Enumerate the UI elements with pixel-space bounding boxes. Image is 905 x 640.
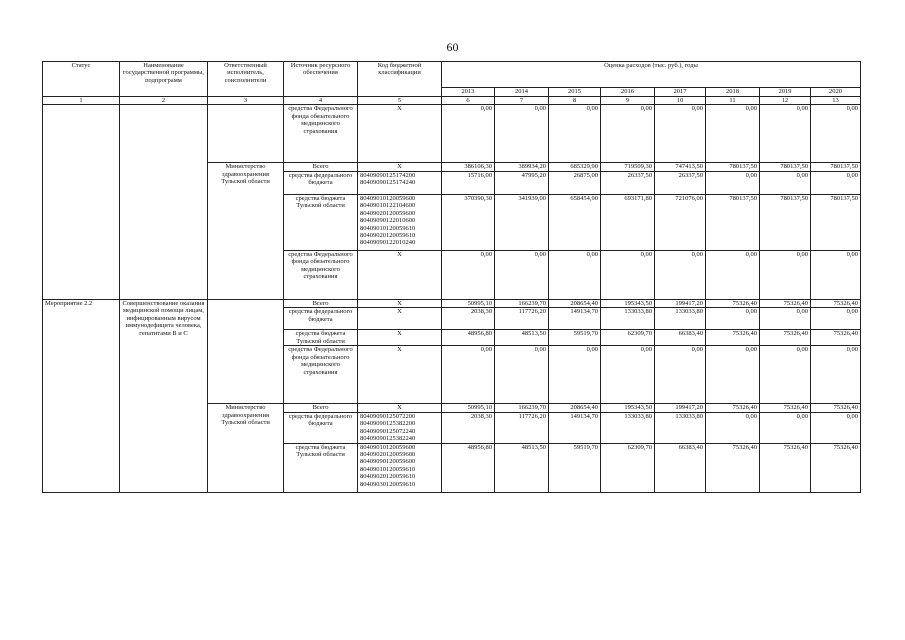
table-row <box>43 299 861 308</box>
header-executor: Ответственный исполнитель, соисполнители <box>208 62 284 97</box>
code-cell: X <box>358 299 442 308</box>
header-status: Статус <box>43 62 120 97</box>
year-header: 2015 <box>549 88 601 97</box>
program-cell <box>120 105 208 300</box>
value-cell: 0,00 <box>495 105 549 163</box>
value-cell: 780137,50 <box>760 194 811 250</box>
column-number: 10 <box>655 97 706 105</box>
value-cell: 199417,20 <box>655 404 706 413</box>
value-cell: 2038,30 <box>442 412 495 443</box>
value-cell: 208654,40 <box>549 299 601 308</box>
value-cell: 0,00 <box>811 105 861 163</box>
value-cell: 50995,10 <box>442 404 495 413</box>
value-cell: 341939,00 <box>495 194 549 250</box>
header-code: Код бюджетной классификации <box>358 62 442 97</box>
status-cell <box>43 105 120 300</box>
budget-code: 80409090125174240 <box>360 179 416 187</box>
value-cell: 0,00 <box>601 346 655 404</box>
value-cell: 2038,30 <box>442 308 495 330</box>
value-cell: 0,00 <box>811 250 861 299</box>
budget-code: 80409020120059600 <box>360 209 416 217</box>
value-cell: 0,00 <box>760 250 811 299</box>
value-cell: 0,00 <box>442 250 495 299</box>
budget-code: 80409090125072240 <box>360 427 416 435</box>
value-cell: 75326,40 <box>706 299 760 308</box>
value-cell: 0,00 <box>706 412 760 443</box>
year-header: 2019 <box>760 88 811 97</box>
value-cell: 59519,70 <box>549 330 601 346</box>
value-cell: 370390,30 <box>442 194 495 250</box>
budget-code: 80409010120059610 <box>360 465 416 473</box>
value-cell: 0,00 <box>601 250 655 299</box>
value-cell: 208654,40 <box>549 404 601 413</box>
year-header: 2017 <box>655 88 706 97</box>
budget-table <box>42 61 861 493</box>
year-header: 2020 <box>811 88 861 97</box>
value-cell: 0,00 <box>495 346 549 404</box>
column-number: 7 <box>495 97 549 105</box>
column-number: 9 <box>601 97 655 105</box>
value-cell: 780137,50 <box>811 163 861 172</box>
source-cell: средства бюджета Тульской области <box>284 330 358 346</box>
column-number: 11 <box>706 97 760 105</box>
budget-code: 80409010120059600 <box>360 443 416 451</box>
column-number: 2 <box>120 97 208 105</box>
value-cell: 50995,10 <box>442 299 495 308</box>
budget-code: 80409090122010600 <box>360 217 416 225</box>
value-cell: 149134,70 <box>549 308 601 330</box>
value-cell: 685329,90 <box>549 163 601 172</box>
value-cell: 26875,00 <box>549 171 601 194</box>
value-cell: 721076,00 <box>655 194 706 250</box>
value-cell: 0,00 <box>760 171 811 194</box>
value-cell: 747413,50 <box>655 163 706 172</box>
code-cell: X <box>358 346 442 404</box>
column-number: 13 <box>811 97 861 105</box>
year-header: 2016 <box>601 88 655 97</box>
value-cell: 48513,50 <box>495 330 549 346</box>
value-cell: 75326,40 <box>760 404 811 413</box>
value-cell: 0,00 <box>760 105 811 163</box>
value-cell: 0,00 <box>811 346 861 404</box>
value-cell: 780137,50 <box>706 163 760 172</box>
code-cell: X <box>358 308 442 330</box>
column-number: 8 <box>549 97 601 105</box>
executor-cell: Министерство здравоохранения Тульской области <box>208 163 284 300</box>
value-cell: 15716,00 <box>442 171 495 194</box>
source-cell: средства федерального бюджета <box>284 308 358 330</box>
status-cell: Мероприятие 2.2 <box>43 299 120 492</box>
value-cell: 0,00 <box>549 250 601 299</box>
value-cell: 0,00 <box>655 346 706 404</box>
value-cell: 0,00 <box>706 308 760 330</box>
source-cell: средства Федерального фонда обязательного медицинского страхования <box>284 105 358 163</box>
value-cell: 26337,50 <box>655 171 706 194</box>
executor-cell <box>208 299 284 404</box>
year-header: 2014 <box>495 88 549 97</box>
source-cell: средства федерального бюджета <box>284 412 358 443</box>
code-cell: X <box>358 330 442 346</box>
column-number: 6 <box>442 97 495 105</box>
page-number: 60 <box>446 40 459 54</box>
value-cell: 0,00 <box>760 346 811 404</box>
code-cell <box>358 443 442 492</box>
value-cell: 199417,20 <box>655 299 706 308</box>
value-cell: 133033,80 <box>655 308 706 330</box>
source-cell: средства Федерального фонда обязательного медицинского страхования <box>284 250 358 299</box>
column-number: 12 <box>760 97 811 105</box>
value-cell: 117726,20 <box>495 308 549 330</box>
value-cell: 75326,40 <box>811 404 861 413</box>
code-cell: X <box>358 250 442 299</box>
value-cell: 0,00 <box>655 250 706 299</box>
code-cell: X <box>358 404 442 413</box>
value-cell: 0,00 <box>706 105 760 163</box>
budget-code: 80409020120059600 <box>360 450 416 458</box>
header-source: Источник ресурсного обеспечения <box>284 62 358 97</box>
value-cell: 0,00 <box>760 308 811 330</box>
value-cell: 0,00 <box>760 412 811 443</box>
budget-code: 80409020120059610 <box>360 473 416 481</box>
year-header: 2018 <box>706 88 760 97</box>
value-cell: 719509,30 <box>601 163 655 172</box>
value-cell: 0,00 <box>706 171 760 194</box>
budget-code: 80409090122010240 <box>360 239 416 247</box>
budget-code: 80409090125072200 <box>360 412 416 420</box>
value-cell: 149134,70 <box>549 412 601 443</box>
value-cell: 0,00 <box>811 171 861 194</box>
budget-code: 80409090125382200 <box>360 420 416 428</box>
source-cell: Всего <box>284 404 358 413</box>
value-cell: 166239,70 <box>495 404 549 413</box>
value-cell: 0,00 <box>442 346 495 404</box>
value-cell: 66383,40 <box>655 443 706 492</box>
value-cell: 75326,40 <box>760 443 811 492</box>
value-cell: 166239,70 <box>495 299 549 308</box>
value-cell: 48956,80 <box>442 330 495 346</box>
column-number-row <box>43 97 861 105</box>
value-cell: 48956,80 <box>442 443 495 492</box>
header-program: Наименование государственной программы, подпрограмм <box>120 62 208 97</box>
value-cell: 59519,70 <box>549 443 601 492</box>
executor-cell: Министерство здравоохранения Тульской области <box>208 404 284 492</box>
value-cell: 0,00 <box>549 346 601 404</box>
value-cell: 0,00 <box>811 308 861 330</box>
budget-code: 80409010120059610 <box>360 224 416 232</box>
value-cell: 780137,50 <box>706 194 760 250</box>
value-cell: 75326,40 <box>706 443 760 492</box>
value-cell: 0,00 <box>601 105 655 163</box>
source-cell: средства федерального бюджета <box>284 171 358 194</box>
value-cell: 117726,20 <box>495 412 549 443</box>
value-cell: 195343,50 <box>601 299 655 308</box>
year-header: 2013 <box>442 88 495 97</box>
column-number: 5 <box>358 97 442 105</box>
value-cell: 75326,40 <box>706 404 760 413</box>
budget-code: 80409010120059600 <box>360 194 416 202</box>
value-cell: 75326,40 <box>706 330 760 346</box>
code-cell <box>358 171 442 194</box>
value-cell: 133033,80 <box>601 412 655 443</box>
column-number: 3 <box>208 97 284 105</box>
value-cell: 66383,40 <box>655 330 706 346</box>
value-cell: 386106,30 <box>442 163 495 172</box>
value-cell: 133033,80 <box>655 412 706 443</box>
value-cell: 48513,50 <box>495 443 549 492</box>
value-cell: 75326,40 <box>811 443 861 492</box>
budget-code: 80409010122104600 <box>360 202 416 210</box>
budget-code: 80409090125382240 <box>360 435 416 443</box>
value-cell: 0,00 <box>655 105 706 163</box>
value-cell: 133033,80 <box>601 308 655 330</box>
code-cell <box>358 412 442 443</box>
budget-code: 80409030120059610 <box>360 480 416 488</box>
program-cell: Совершенствование оказания медицинской помощи лицам, инфицированным вирусом иммунодефицита человека, гепатитами B и C <box>120 299 208 492</box>
value-cell: 658454,90 <box>549 194 601 250</box>
header-estimate: Оценка расходов (тыс. руб.), годы <box>442 62 861 88</box>
value-cell: 0,00 <box>549 105 601 163</box>
source-cell: средства бюджета Тульской области <box>284 194 358 250</box>
value-cell: 0,00 <box>706 250 760 299</box>
budget-code: 80409090125174200 <box>360 171 416 179</box>
column-number: 1 <box>43 97 120 105</box>
header-row <box>43 62 861 88</box>
table-row <box>43 105 861 163</box>
budget-code: 80409090120059600 <box>360 458 416 466</box>
code-cell <box>358 194 442 250</box>
value-cell: 62309,70 <box>601 330 655 346</box>
value-cell: 195343,50 <box>601 404 655 413</box>
value-cell: 75326,40 <box>811 330 861 346</box>
value-cell: 780137,50 <box>760 163 811 172</box>
value-cell: 780137,50 <box>811 194 861 250</box>
value-cell: 62309,70 <box>601 443 655 492</box>
source-cell: средства Федерального фонда обязательного медицинского страхования <box>284 346 358 404</box>
value-cell: 0,00 <box>495 250 549 299</box>
executor-cell <box>208 105 284 163</box>
value-cell: 0,00 <box>811 412 861 443</box>
source-cell: Всего <box>284 163 358 172</box>
value-cell: 75326,40 <box>811 299 861 308</box>
value-cell: 0,00 <box>442 105 495 163</box>
value-cell: 47995,20 <box>495 171 549 194</box>
value-cell: 693171,80 <box>601 194 655 250</box>
code-cell: X <box>358 105 442 163</box>
code-cell: X <box>358 163 442 172</box>
value-cell: 75326,40 <box>760 299 811 308</box>
value-cell: 75326,40 <box>760 330 811 346</box>
value-cell: 26337,50 <box>601 171 655 194</box>
value-cell: 0,00 <box>706 346 760 404</box>
source-cell: средства бюджета Тульской области <box>284 443 358 492</box>
column-number: 4 <box>284 97 358 105</box>
source-cell: Всего <box>284 299 358 308</box>
budget-code: 80409020120059610 <box>360 231 416 239</box>
value-cell: 389934,20 <box>495 163 549 172</box>
